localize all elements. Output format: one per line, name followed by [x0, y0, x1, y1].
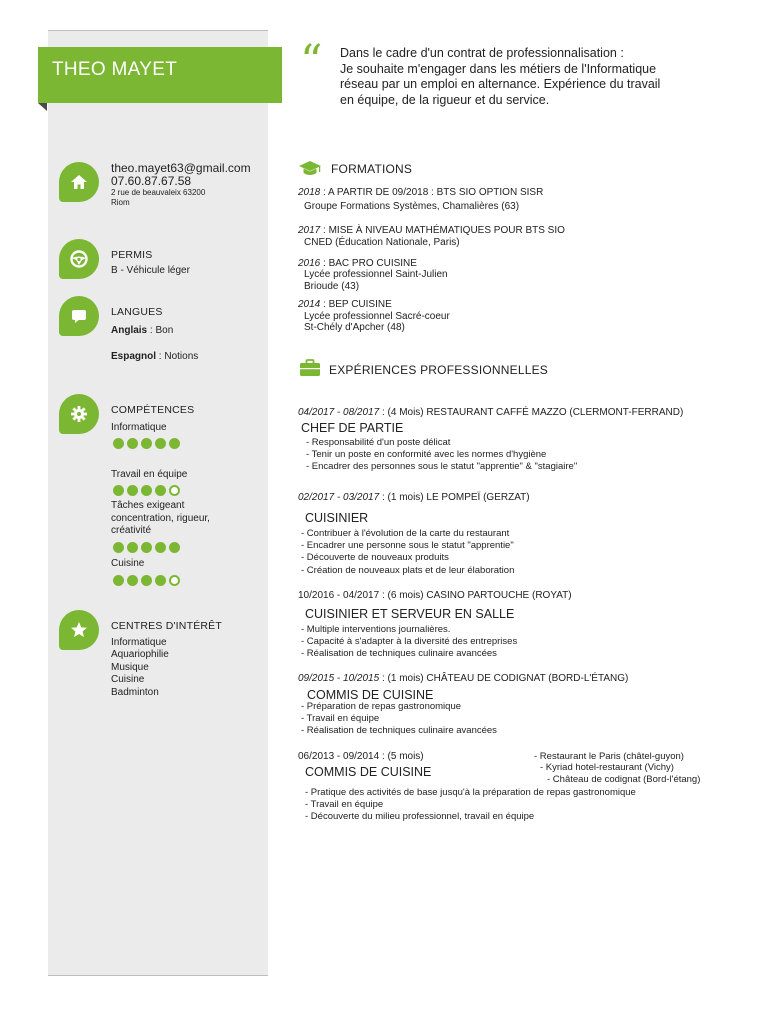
rating-dot-filled	[141, 575, 152, 586]
skill-label: Travail en équipe	[111, 469, 188, 480]
bullet: - Encadrer une personne sous le statut "apprentie"	[301, 540, 514, 552]
formation-title: : A PARTIR DE 09/2018 : BTS SIO OPTION SISR	[320, 187, 544, 198]
formation-year: 2018	[298, 187, 321, 198]
experience-role: CUISINIER ET SERVEUR EN SALLE	[305, 607, 515, 621]
objective-line: Dans le cadre d'un contrat de professionnalisation :	[340, 46, 624, 60]
objective-line: réseau par un emploi en alternance. Expérience du travail	[340, 77, 661, 91]
home-icon	[59, 162, 99, 202]
rating-dot-filled	[113, 542, 124, 553]
interet-item: Aquariophilie	[111, 649, 169, 660]
rating-dot-filled	[169, 438, 180, 449]
langues-block	[111, 306, 198, 364]
email[interactable]: theo.mayet63@gmail.com	[111, 161, 251, 175]
langue-name: Espagnol	[111, 351, 157, 362]
briefcase-icon	[298, 359, 322, 377]
rating-dot-filled	[127, 485, 138, 496]
langue-level: : Notions	[156, 351, 199, 362]
rating-dot-filled	[141, 485, 152, 496]
banner-fold	[38, 103, 47, 111]
formations-title: FORMATIONS	[331, 162, 413, 176]
formation-title: : BEP CUISINE	[320, 299, 392, 310]
formation-heading	[298, 225, 565, 237]
bullet: - Capacité à s'adapter à la diversité des entreprises	[301, 636, 518, 648]
interet-item: Badminton	[111, 686, 159, 698]
experience-heading	[298, 590, 572, 602]
rating-dot-empty	[169, 575, 180, 586]
experiences-title: EXPÉRIENCES PROFESSIONNELLES	[329, 363, 548, 377]
experience-role: COMMIS DE CUISINE	[305, 765, 432, 779]
experience-info: : (4 Mois) RESTAURANT CAFFÉ MAZZO (CLERMONT-FERRAND)	[379, 407, 684, 418]
graduation-cap-icon	[298, 160, 322, 178]
experience-place: - Restaurant le Paris (châtel-guyon)	[534, 751, 684, 762]
steering-wheel-icon	[59, 239, 99, 279]
formation-heading	[298, 187, 543, 199]
competences-title-text: COMPÉTENCES	[111, 404, 195, 416]
experience-heading	[298, 673, 628, 685]
experience-heading	[298, 492, 530, 504]
bullet: - Pratique des activités de base jusqu'à la préparation de repas gastronomique	[305, 787, 636, 798]
bullet: - Découverte du milieu professionnel, travail en équipe	[305, 811, 535, 823]
rating-dot-filled	[155, 575, 166, 586]
langues-title: LANGUES	[111, 306, 163, 318]
experience-dates: 02/2017 - 03/2017	[298, 492, 380, 503]
formation-year: 2014	[298, 299, 321, 310]
experience-heading	[298, 407, 683, 419]
experience-bullets	[305, 787, 636, 824]
permis-value: B - Véhicule léger	[111, 264, 190, 276]
skill-rating	[113, 575, 180, 586]
rating-dot-filled	[141, 438, 152, 449]
interet-item: Informatique	[111, 636, 167, 648]
interets-block	[111, 620, 222, 699]
gear-icon	[59, 394, 99, 434]
experience-dates: 09/2015 - 10/2015	[298, 673, 380, 684]
skill-label: Informatique	[111, 422, 167, 433]
bullet: - Multiple interventions journalières.	[301, 624, 451, 635]
experience-role: CHEF DE PARTIE	[301, 421, 404, 435]
rating-dot-filled	[155, 485, 166, 496]
bullet: - Responsabilité d'un poste délicat	[306, 437, 451, 448]
rating-dot-empty	[169, 485, 180, 496]
interets-list	[111, 637, 222, 700]
formation-heading	[298, 299, 392, 311]
experience-place: - Kyriad hotel-restaurant (Vichy)	[540, 762, 674, 773]
formation-year: 2016	[298, 258, 321, 269]
interet-item: Cuisine	[111, 674, 145, 685]
experience-dates: 10/2016 - 04/2017	[298, 590, 380, 601]
bullet: - Contribuer à l'évolution de la carte du restaurant	[301, 528, 510, 539]
rating-dot-filled	[127, 542, 138, 553]
rating-dot-filled	[127, 575, 138, 586]
formation-detail: CNED (Éducation Nationale, Paris)	[304, 237, 460, 248]
bullet: - Travail en équipe	[301, 713, 380, 725]
bullet: - Réalisation de techniques culinaire avancées	[301, 725, 497, 737]
bullet: - Création de nouveaux plats et de leur élaboration	[301, 564, 515, 576]
experience-info: : (6 mois) CASINO PARTOUCHE (ROYAT)	[379, 590, 572, 601]
experience-place: - Château de codignat (Bord-l'étang)	[547, 774, 701, 785]
experience-role: CUISINIER	[305, 511, 369, 525]
candidate-name: THEO MAYET	[52, 59, 178, 80]
objective	[340, 46, 720, 108]
rating-dot-filled	[155, 542, 166, 553]
formation-detail: Brioude (43)	[304, 281, 360, 292]
skill-label: Cuisine	[111, 558, 145, 569]
formation-detail: Lycée professionnel Sacré-coeur	[304, 311, 450, 322]
objective-line: en équipe, de la rigueur et du service.	[340, 92, 550, 107]
formation-detail: Lycée professionnel Saint-Julien	[304, 269, 448, 280]
rating-dot-filled	[113, 438, 124, 449]
contact-block	[111, 162, 251, 208]
star-icon	[59, 610, 99, 650]
bullet: - Réalisation de techniques culinaire avancées	[301, 648, 497, 660]
langue-name: Anglais	[111, 324, 148, 336]
rating-dot-filled	[169, 542, 180, 553]
rating-dot-filled	[155, 438, 166, 449]
skill-rating	[113, 438, 180, 449]
formation-title: : MISE À NIVEAU MATHÉMATIQUES POUR BTS SIO	[320, 225, 565, 236]
chat-icon	[59, 296, 99, 336]
bullet: - Préparation de repas gastronomique	[301, 701, 462, 712]
competences-title	[111, 404, 194, 418]
experience-role: COMMIS DE CUISINE	[307, 688, 434, 702]
langue-anglais	[111, 325, 198, 338]
experience-bullets	[301, 701, 497, 738]
quote-icon: “	[300, 36, 323, 87]
address: 2 rue de beauvaleix 63200	[111, 188, 206, 197]
langue-espagnol	[111, 351, 198, 364]
interets-title: CENTRES D'INTÉRÊT	[111, 620, 222, 632]
permis-title: PERMIS	[111, 249, 153, 261]
bullet: - Découverte de nouveaux produits	[301, 552, 449, 564]
langue-level: : Bon	[147, 324, 174, 336]
experience-info: : (1 mois) LE POMPEÏ (GERZAT)	[379, 492, 530, 503]
rating-dot-filled	[113, 575, 124, 586]
interet-item: Musique	[111, 661, 149, 673]
formation-detail: Groupe Formations Systèmes, Chamalières (63)	[304, 201, 520, 212]
experience-heading	[298, 751, 424, 763]
rating-dot-filled	[113, 485, 124, 496]
rating-dot-filled	[141, 542, 152, 553]
objective-line: Je souhaite m'engager dans les métiers de l'Informatique	[340, 61, 657, 76]
formation-detail: St-Chély d'Apcher (48)	[304, 322, 405, 333]
experience-info: : (5 mois)	[379, 751, 424, 762]
experience-dates: 04/2017 - 08/2017	[298, 407, 380, 418]
skill-rating	[113, 485, 180, 496]
skill-label: Tâches exigeant concentration, rigueur, créativité	[111, 500, 210, 536]
experience-bullets	[306, 437, 577, 474]
permis-block	[111, 249, 190, 277]
formation-year: 2017	[298, 225, 321, 236]
bullet: - Tenir un poste en conformité avec les normes d'hygiène	[306, 449, 547, 461]
bullet: - Encadrer des personnes sous le statut "apprentie" & "stagiaire"	[306, 461, 578, 473]
city: Riom	[111, 198, 130, 207]
experience-bullets	[301, 528, 514, 577]
formation-title: : BAC PRO CUISINE	[320, 258, 417, 269]
experience-info: : (1 mois) CHÂTEAU DE CODIGNAT (BORD-L'ÉTANG)	[379, 673, 629, 684]
rating-dot-filled	[127, 438, 138, 449]
phone[interactable]: 07.60.87.67.58	[111, 174, 192, 188]
name-banner	[38, 47, 282, 103]
bullet: - Travail en équipe	[305, 799, 384, 811]
experience-bullets	[301, 624, 517, 661]
skill-rating	[113, 542, 180, 553]
experience-dates: 06/2013 - 09/2014	[298, 751, 380, 762]
